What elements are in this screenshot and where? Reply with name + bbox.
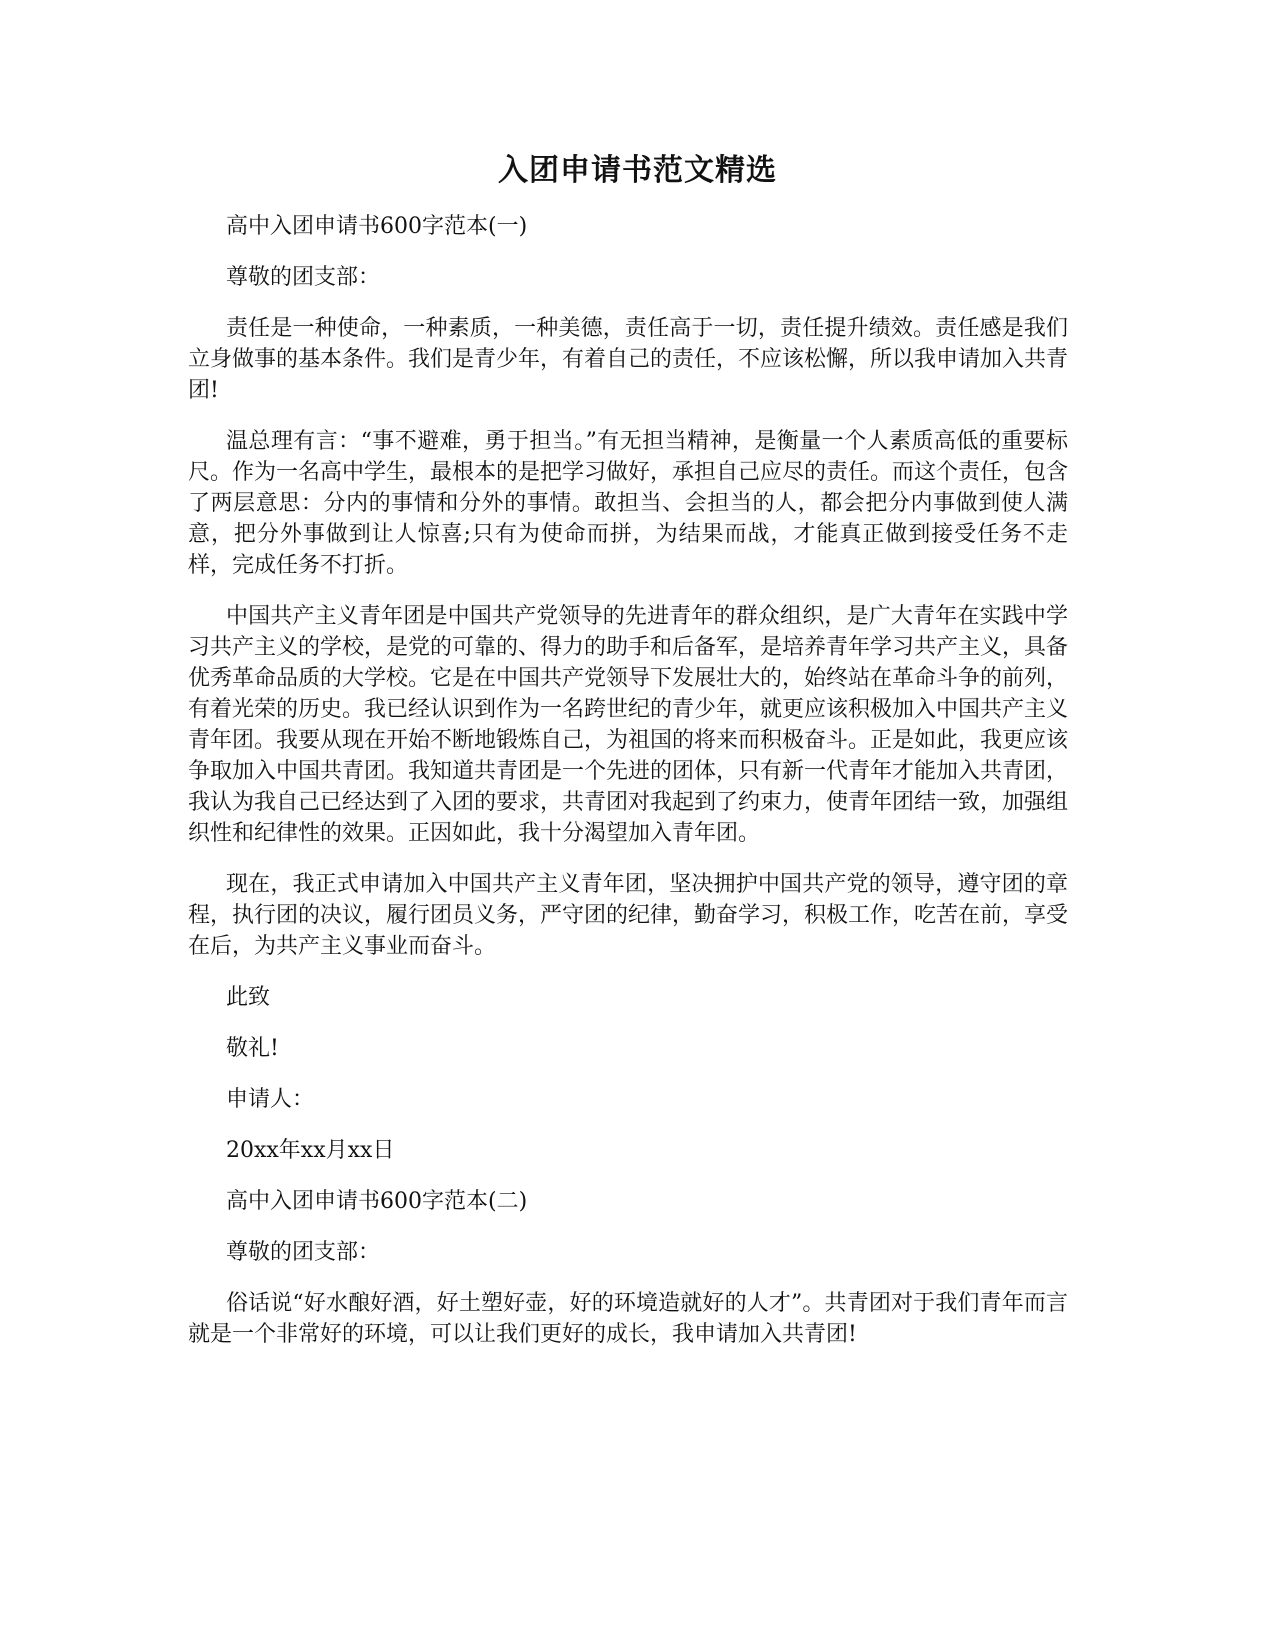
- document-title: 入团申请书范文精选: [498, 153, 777, 188]
- body-paragraph: 中国共产主义青年团是中国共产党领导的先进青年的群众组织，是广大青年在实践中学习共产主义的学校，是党的可靠的、得力的助手和后备军，是培养青年学习共产主义，具备优秀革命品质的大学校。它是在中国共产党领导下发展壮大的，始终站在革命斗争的前列，有着光荣的历史。我已经认识到作为一名跨世纪的青少年，就更应该积极加入中国共产主义青年团。我要从现在开始不断地锻炼自己，为祖国的将来而积极奋斗。正是如此，我更应该争取加入中国共青团。我知道共青团是一个先进的团体，只有新一代青年才能加入共青团，我认为我自己已经达到了入团的要求，共青团对我起到了约束力，使青年团结一致，加强组织性和纪律性的效果。正因如此，我十分渴望加入青年团。: [188, 604, 1069, 846]
- body-paragraph: 温总理有言：“事不避难，勇于担当。”有无担当精神，是衡量一个人素质高低的重要标尺。作为一名高中学生，最根本的是把学习做好，承担自己应尽的责任。而这个责任，包含了两层意思：分内的事情和分外的事情。敢担当、会担当的人，都会把分内事做到使人满意，把分外事做到让人惊喜;只有为使命而拼，为结果而战，才能真正做到接受任务不走样，完成任务不打折。: [188, 429, 1069, 578]
- body-paragraph: 俗话说“好水酿好酒，好土塑好壶，好的环境造就好的人才”。共青团对于我们青年而言就是一个非常好的环境，可以让我们更好的成长，我申请加入共青团!: [188, 1291, 1068, 1347]
- section-heading-two: 高中入团申请书600字范本(二): [226, 1189, 528, 1214]
- closing-regards: 敬礼!: [226, 1036, 279, 1061]
- section-heading-one: 高中入团申请书600字范本(一): [226, 214, 528, 239]
- date-line: 20xx年xx月xx日: [226, 1138, 395, 1163]
- applicant-label: 申请人：: [226, 1087, 315, 1112]
- closing-line: 此致: [226, 985, 271, 1010]
- document-body: [188, 211, 1068, 1370]
- body-paragraph: 现在，我正式申请加入中国共产主义青年团，坚决拥护中国共产党的领导，遵守团的章程，执行团的决议，履行团员义务，严守团的纪律，勤奋学习，积极工作，吃苦在前，享受在后，为共产主义事业而奋斗。: [188, 872, 1069, 959]
- body-paragraph: 责任是一种使命，一种素质，一种美德，责任高于一切，责任提升绩效。责任感是我们立身做事的基本条件。我们是青少年，有着自己的责任，不应该松懈，所以我申请加入共青团!: [188, 316, 1069, 403]
- salutation: 尊敬的团支部：: [226, 265, 381, 290]
- salutation: 尊敬的团支部：: [226, 1240, 381, 1265]
